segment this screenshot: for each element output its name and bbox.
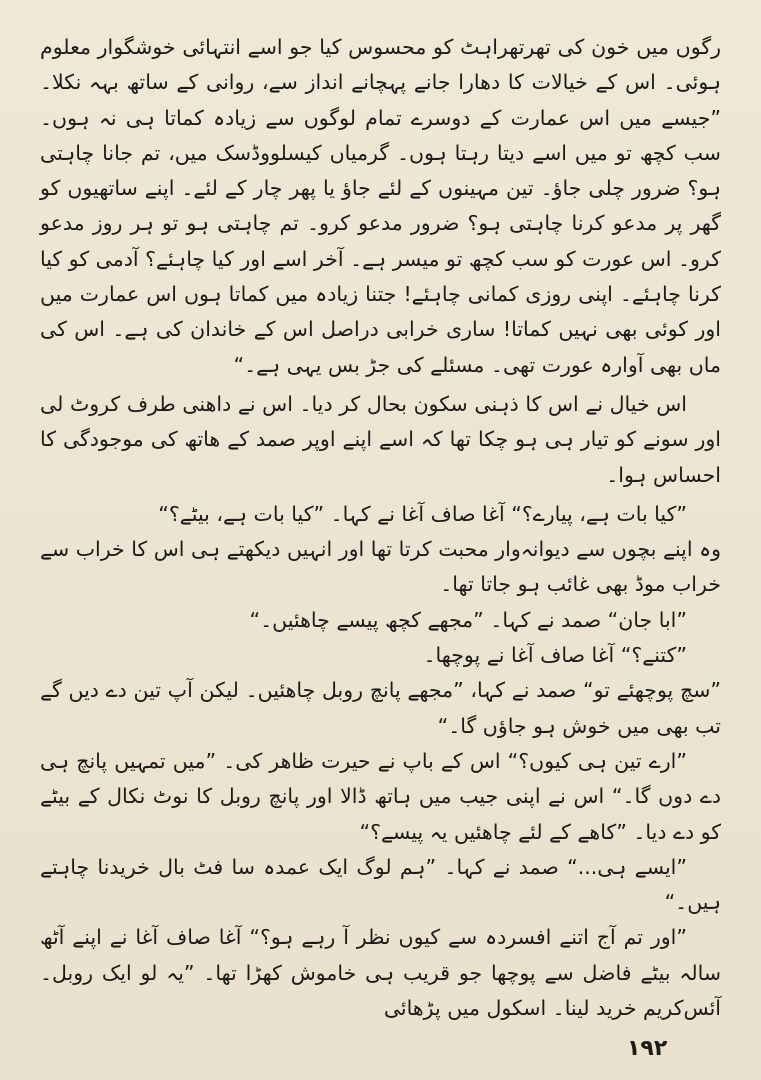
paragraph-1: رگوں میں خون کی تھرتھراہٹ کو محسوس کیا جو اسے انتہائی خوشگوار معلوم ہوئی۔ اس کے خیالات کا دھارا جانے پہچانے انداز سے، روانی کے ساتھ بہہ نکلا۔ ”جیسے میں اس عمارت کے دوسرے تمام لوگوں سے زیادہ کماتا ہی نہ ہوں۔ سب کچھ تو میں اسے دیتا رہتا ہوں۔ گرمیاں کیسلووڈسک میں، تم جانا چاہتی ہو؟ ضرور چلی جاؤ۔ تین مہینوں کے لئے جاؤ یا پھر چار کے لئے۔ اپنے ساتھیوں کو گھر پر مدعو کرنا چاہتی ہو؟ ضرور مدعو کرو۔ تم چاہتی ہو تو ہر روز مدعو کرو۔ اس عورت کو سب کچھ تو میسر ہے۔ آخر اسے اور کیا چاہئے؟ آدمی کو کیا کرنا چاہئے۔ اپنی روزی کمانی چاہئے! جتنا زیادہ میں کماتا ہوں اس عمارت میں اور کوئی بھی نہیں کماتا! ساری خرابی دراصل اس کے خاندان کی ہے۔ اس کی ماں بھی آوارہ عورت تھی۔ مسئلے کی جڑ بس یہی ہے۔“: [40, 35, 721, 377]
paragraph-7: ”سچ پوچھئے تو“ صمد نے کہا، ”مجھے پانچ روبل چاھئیں۔ لیکن آپ تین دے دیں گے تب بھی میں خوش ہو جاؤں گا۔“: [40, 678, 721, 738]
paragraph-5: ”ابا جان“ صمد نے کہا۔ ”مجھے کچھ پیسے چاھئیں۔“: [249, 607, 687, 632]
paragraph-3: ”کیا بات ہے، پیارے؟“ آغا صاف آغا نے کہا۔ ”کیا بات ہے، بیٹے؟“: [158, 501, 687, 526]
page-number: ۱۹۲: [627, 1036, 668, 1061]
paragraph-2: اس خیال نے اس کا ذہنی سکون بحال کر دیا۔ اس نے داھنی طرف کروٹ لی اور سونے کو تیار ہی ہو چکا تھا کہ اسے اپنے اوپر صمد کے ھاتھ کی موجودگی کا احساس ہوا۔: [40, 391, 721, 487]
paragraph-8: ”ارے تین ہی کیوں؟“ اس کے باپ نے حیرت ظاھر کی۔ ”میں تمہیں پانچ ہی دے دوں گا۔“ اس نے اپنی جیب میں ہاتھ ڈالا اور پانچ روبل کا نوٹ نکال کے بیٹے کو دے دیا۔ ”کاھے کے لئے چاھئیں یہ پیسے؟“: [40, 748, 721, 844]
paragraph-10: ”اور تم آج اتنے افسردہ سے کیوں نظر آ رہے ہو؟“ آغا صاف آغا نے اپنے آٹھ سالہ بیٹے فاضل سے پوچھا جو قریب ہی خاموش کھڑا تھا۔ ”یہ لو ایک روبل۔ آئس‌کریم خرید لینا۔ اسکول میں پڑھائی: [40, 925, 721, 1021]
paragraph-9: ”ایسے ہی...“ صمد نے کہا۔ ”ہم لوگ ایک عمدہ سا فٹ بال خریدنا چاہتے ہیں۔“: [40, 854, 721, 915]
paragraph-4: وہ اپنے بچوں سے دیوانہ‌وار محبت کرتا تھا اور انہیں دیکھتے ہی اس کا خراب سے خراب موڈ بھی غائب ہو جاتا تھا۔: [40, 537, 721, 597]
page-text: [40, 30, 721, 1026]
paragraph-6: ”کتنے؟“ آغا صاف آغا نے پوچھا۔: [423, 643, 687, 668]
